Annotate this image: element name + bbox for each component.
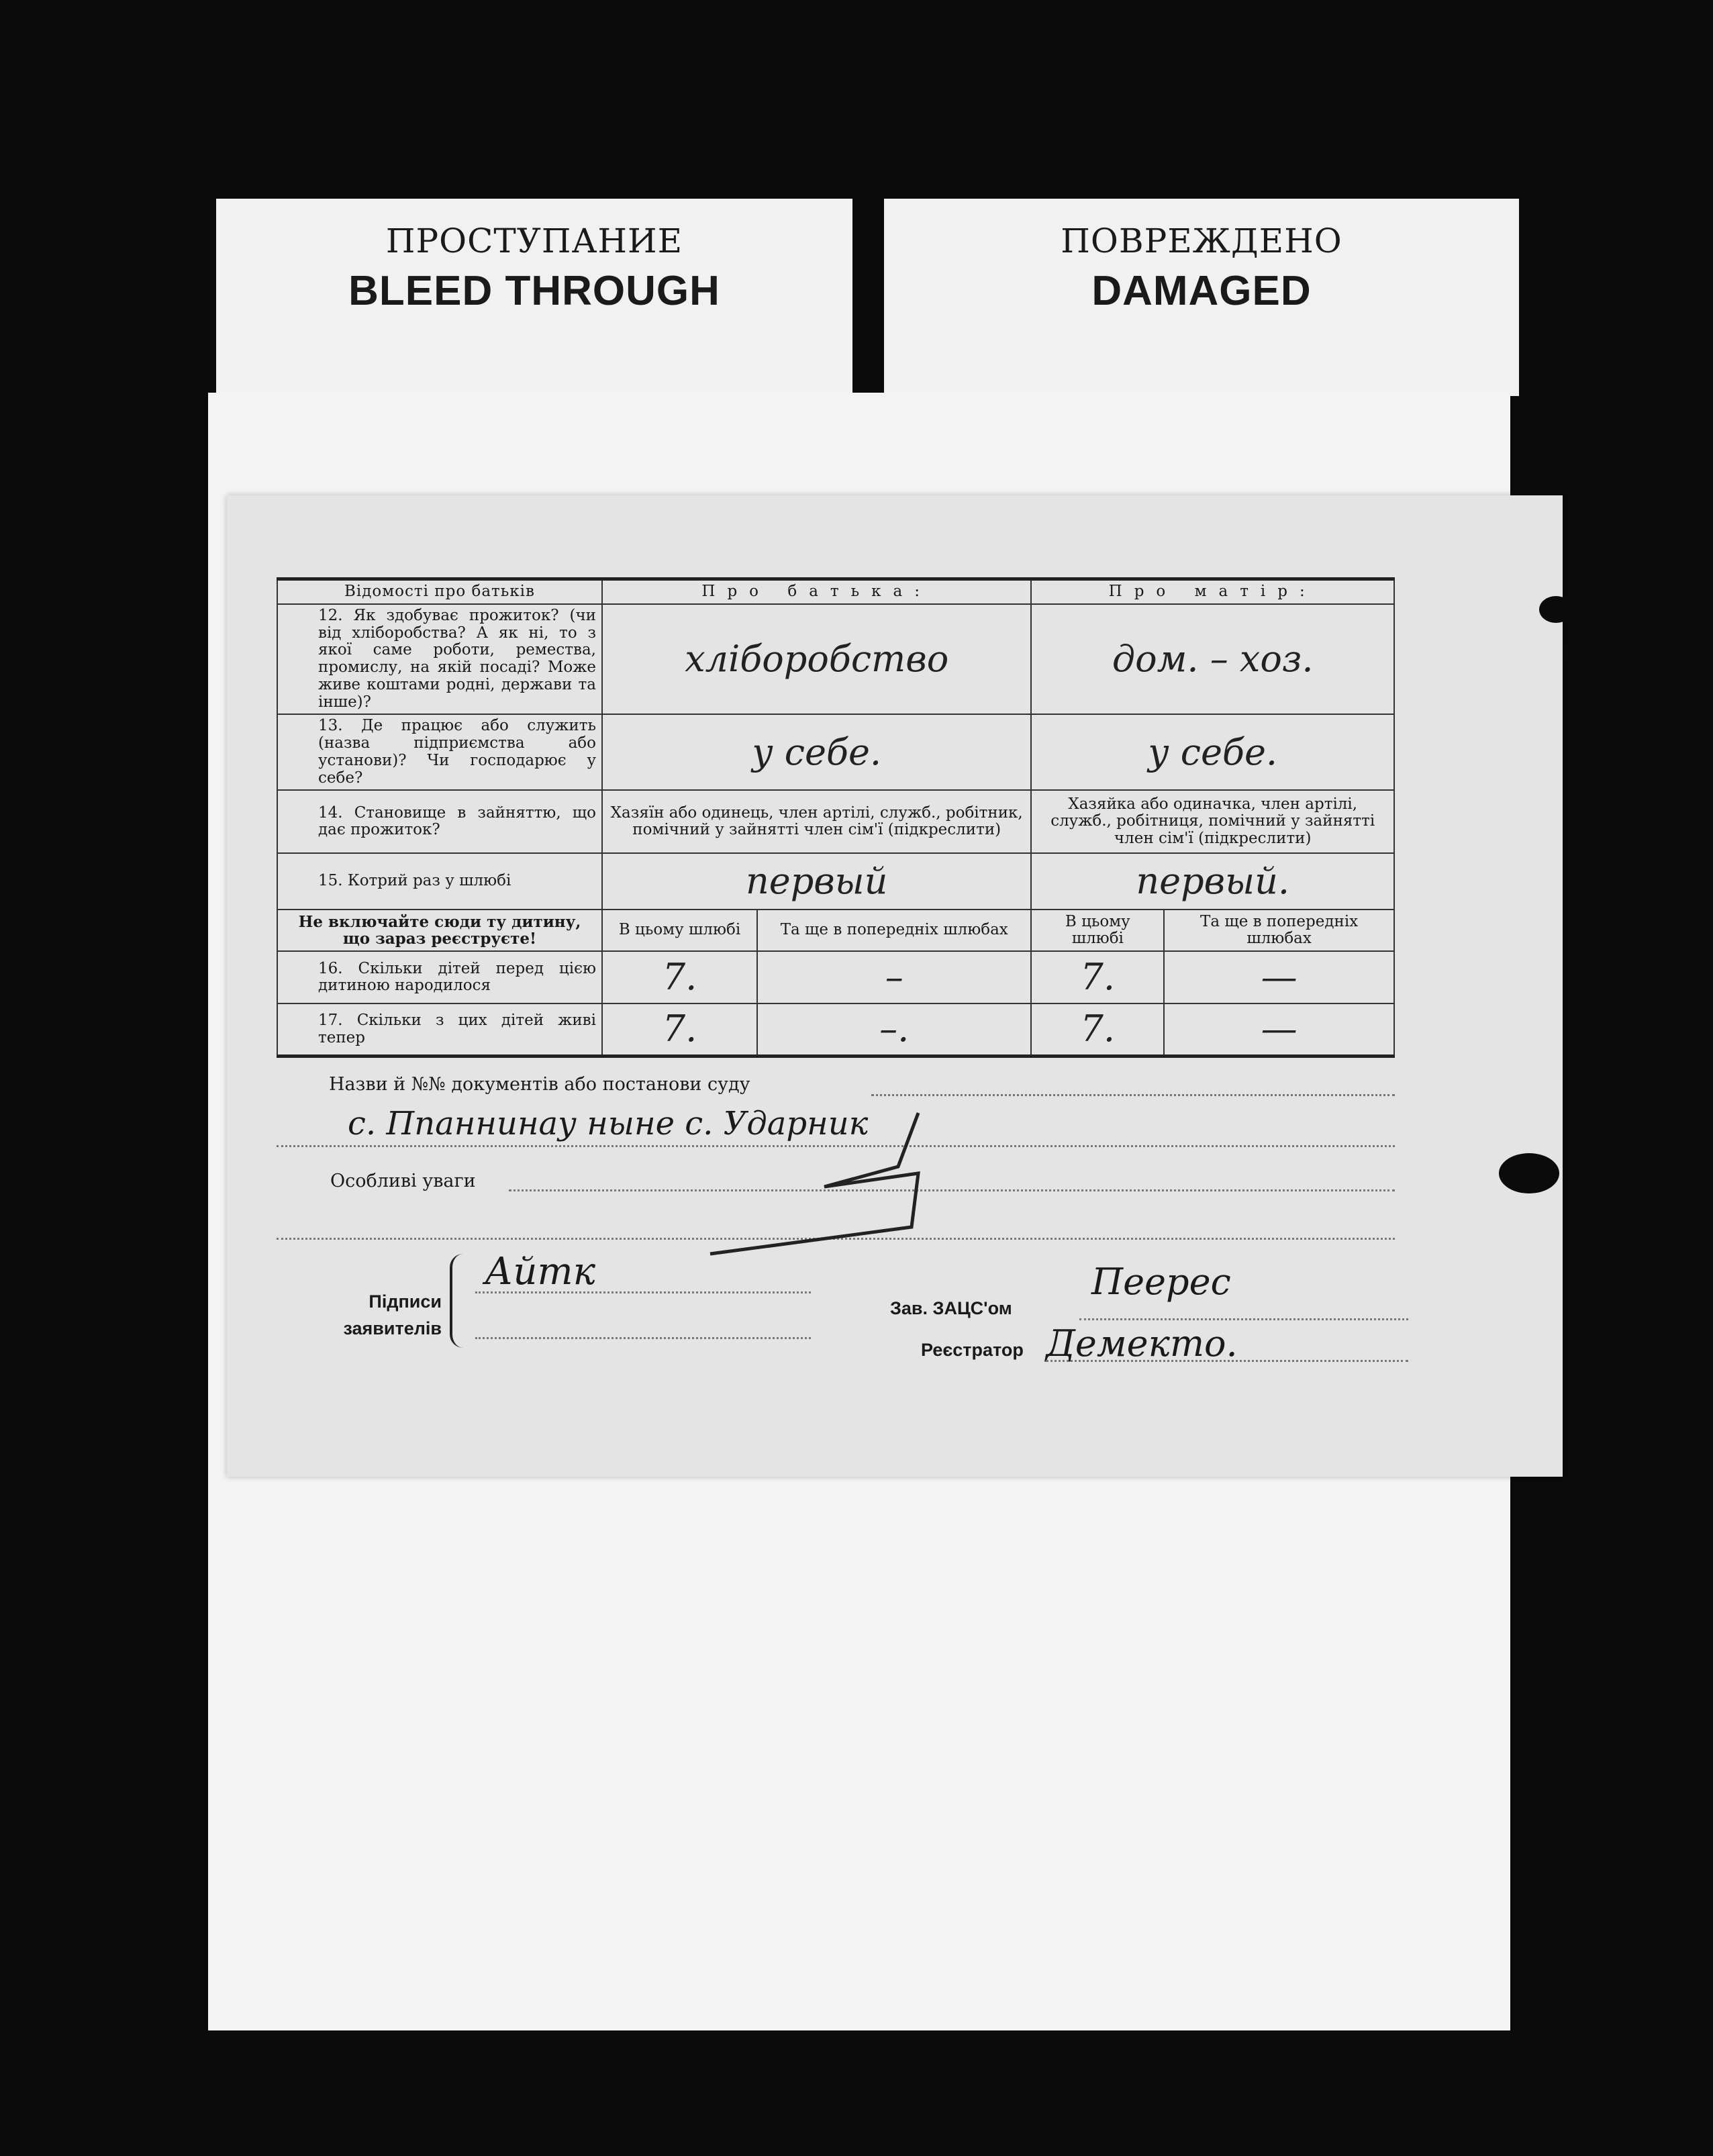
printed-options: Хазяйка або одиначка, член артілі, служб., робітниця, помічний у зайнятті член сім'ї (підкреслити) bbox=[1031, 790, 1394, 853]
question-cell: 17. Скільки з цих дітей живі тепер bbox=[277, 1003, 602, 1056]
handwritten-answer: у себе. bbox=[1031, 714, 1394, 790]
table-row bbox=[277, 853, 1394, 910]
note-cell: Не включайте сюди ту дитину, що зараз реєструєте! bbox=[277, 910, 602, 951]
brace bbox=[450, 1254, 463, 1348]
dotted-line bbox=[1079, 1318, 1408, 1320]
target-label-ru: ПРОСТУПАНИЕ bbox=[385, 222, 683, 260]
header-cell: Про батька: bbox=[602, 579, 1031, 604]
applicants-label: заявителів bbox=[343, 1318, 442, 1338]
subheader-cell: Та ще в попередніх шлюбах bbox=[1164, 910, 1394, 951]
question-cell: 12. Як здобуває прожиток? (чи від хліборобства? А як ні, то з якої саме роботи, ремества, промислу, на якій посаді? Може живе коштами родні, держави та інше)? bbox=[277, 604, 602, 715]
head-label: Зав. ЗАЦС'ом bbox=[890, 1298, 1012, 1318]
documents-handwritten: с. Ппаннинау ныне с. Ударник bbox=[348, 1105, 869, 1142]
handwritten-answer: — bbox=[1164, 951, 1394, 1003]
handwritten-answer: 7. bbox=[1031, 951, 1164, 1003]
damage-hole bbox=[1539, 596, 1573, 623]
printed-options: Хазяїн або одинець, член артілі, служб., робітник, помічний у зайнятті член сім'ї (підкреслити) bbox=[602, 790, 1031, 853]
head-signature: Пеерес bbox=[1091, 1261, 1231, 1303]
handwritten-answer: у себе. bbox=[602, 714, 1031, 790]
handwritten-answer: хліборобство bbox=[602, 604, 1031, 715]
question-cell: 14. Становище в зайняттю, що дає прожиток? bbox=[277, 790, 602, 853]
table-row bbox=[277, 714, 1394, 790]
parents-info-table bbox=[277, 577, 1395, 1058]
header-cell: Відомості про батьків bbox=[277, 579, 602, 604]
documents-label: Назви й №№ документів або постанови суду bbox=[329, 1074, 750, 1095]
handwritten-answer: 7. bbox=[1031, 1003, 1164, 1056]
handwritten-answer: первый bbox=[602, 853, 1031, 910]
applicant-signature: Айтк bbox=[485, 1250, 596, 1293]
subheader-cell: В цьому шлюбі bbox=[602, 910, 757, 951]
handwritten-answer: первый. bbox=[1031, 853, 1394, 910]
bleed-through-target-card bbox=[216, 199, 852, 396]
table-row bbox=[277, 910, 1394, 951]
table-row bbox=[277, 1003, 1394, 1056]
target-label-en: BLEED THROUGH bbox=[348, 268, 720, 314]
header-cell: Про матір: bbox=[1031, 579, 1394, 604]
handwritten-answer: 7. bbox=[602, 1003, 757, 1056]
dotted-line bbox=[475, 1291, 811, 1293]
handwritten-answer: – bbox=[757, 951, 1031, 1003]
applicants-label: Підписи bbox=[369, 1291, 442, 1312]
target-label-en: DAMAGED bbox=[1091, 268, 1312, 314]
record-form bbox=[227, 495, 1563, 1477]
damaged-target-card bbox=[884, 199, 1519, 396]
question-cell: 13. Де працює або служить (назва підприємства або установи)? Чи господарює у себе? bbox=[277, 714, 602, 790]
subheader-cell: В цьому шлюбі bbox=[1031, 910, 1164, 951]
handwritten-answer: 7. bbox=[602, 951, 757, 1003]
question-cell: 15. Котрий раз у шлюбі bbox=[277, 853, 602, 910]
registrar-label: Реєстратор bbox=[921, 1340, 1024, 1360]
damage-hole bbox=[1563, 643, 1589, 663]
damage-hole bbox=[1499, 1153, 1559, 1193]
dotted-line bbox=[509, 1189, 1395, 1191]
table-row bbox=[277, 951, 1394, 1003]
question-cell: 16. Скільки дітей перед цією дитиною народилося bbox=[277, 951, 602, 1003]
handwritten-answer: — bbox=[1164, 1003, 1394, 1056]
dotted-line bbox=[1046, 1360, 1408, 1362]
target-label-ru: ПОВРЕЖДЕНО bbox=[1061, 222, 1342, 260]
handwritten-answer: дом. – хоз. bbox=[1031, 604, 1394, 715]
strike-mark bbox=[697, 1073, 952, 1267]
table-row bbox=[277, 790, 1394, 853]
dotted-line bbox=[475, 1337, 811, 1339]
table-header-row bbox=[277, 579, 1394, 604]
notes-label: Особливі уваги bbox=[330, 1171, 476, 1191]
handwritten-answer: –. bbox=[757, 1003, 1031, 1056]
table-row bbox=[277, 604, 1394, 715]
subheader-cell: Та ще в попередніх шлюбах bbox=[757, 910, 1031, 951]
registrar-signature: Демекто. bbox=[1046, 1322, 1238, 1365]
